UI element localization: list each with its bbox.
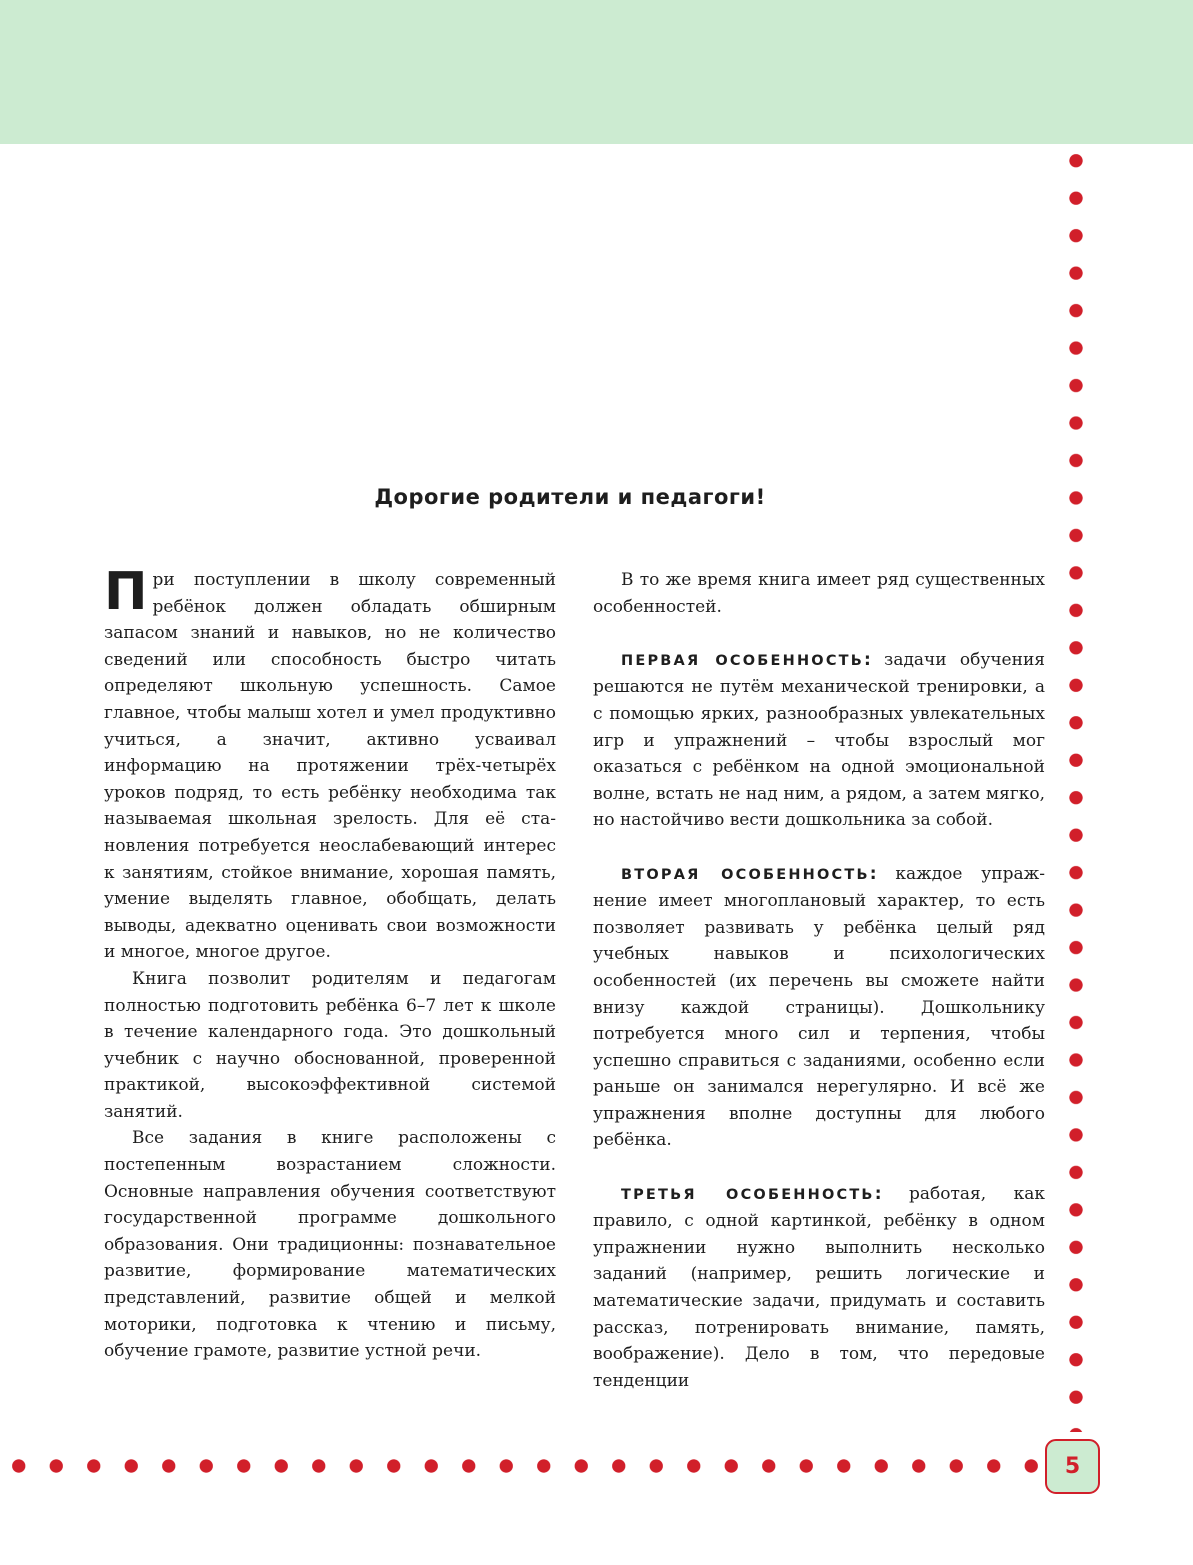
feature-1-label: ПЕРВАЯ ОСОБЕННОСТЬ (621, 652, 865, 669)
page-title: Дорогие родители и педагоги! (374, 485, 766, 509)
feature-1: ПЕРВАЯ ОСОБЕННОСТЬ: задачи обучения решаются не путём механической тренировки, а с помощью ярких, разнообразных увлекательных игр и упражнений – чтобы взрослый мог оказаться с ребёнком на одной эмоциональной волне, встать не над ним, а рядом, а затем мягко, но настойчиво вести дошкольника за собой. (593, 649, 1046, 831)
drop-cap: П (104, 562, 148, 622)
feature-3-text: работая, как правило, с одной картинкой, ребёнку в одном упражнении нужно выполнить несколько заданий (например, решить логические и математические задачи, придумать и составить рассказ, потренировать внимание, память, воображение). Дело в том, что передовые тенденции (593, 1183, 1045, 1391)
paragraph-intro (104, 562, 556, 966)
right-column (593, 567, 1045, 1394)
feature-1-text: задачи обучения решаются не путём механической тренировки, а с помощью ярких, разнообразных увлекательных игр и упражнений – чтобы взрослый мог оказаться с ребёнком на одной эмоциональной волне, встать не над ним, а рядом, а затем мягко, но настойчиво вести дошкольника за собой. (593, 649, 1046, 831)
feature-2-label: ВТОРАЯ ОСОБЕННОСТЬ (621, 866, 870, 883)
feature-2: ВТОРАЯ ОСОБЕННОСТЬ: каждое упражнение имеет многоплановый характер, то есть позволяет развивать у ребёнка целый ряд учебных навыков и психологических особенностей (их перечень вы сможете найти внизу каждой страницы). Дошкольнику потребуется много сил и терпения, чтобы успешно справиться с заданиями, особенно если раньше он занимался нерегулярно. И всё же упражнения вполне доступны для любого ребёнка. (593, 863, 1045, 1151)
dotted-border-bottom (0, 1458, 1038, 1474)
feature-3-label: ТРЕТЬЯ ОСОБЕННОСТЬ (621, 1186, 875, 1203)
paragraph-1-text: ри поступлении в школу современный ребёнок должен обладать обширным запасом знаний и навыков, но не количество сведений или способность быстро читать определяют школьную успешность. Самое главное, чтобы малыш хотел и умел продуктивно учиться, а значит, активно усваивал информацию на протяжении трёх-четырёх уроков подряд, то есть ребёнку необходима так называемая школьная зрелость. Для её становления потребуется неослабевающий интерес к занятиям, стойкое внимание, хорошая память, умение выделять главное, обобщать, делать выводы, адекватно оценивать свои возможности и многое, многое другое. (104, 570, 556, 963)
paragraph-features-intro: В то же время книга имеет ряд существенных особенностей. (593, 570, 1045, 617)
paragraph-2: Книга позволит родителям и педагогам полностью подготовить ребёнка 6–7 лет к школе в течение календарного года. Это дошкольный учебник с научно обоснованной, проверенной практикой, высокоэффективной системой занятий. (104, 968, 556, 1122)
feature-3: ТРЕТЬЯ ОСОБЕННОСТЬ: работая, как правило, с одной картинкой, ребёнку в одном упражнении нужно выполнить несколько заданий (например, решить логические и математические задачи, придумать и составить рассказ, потренировать внимание, память, воображение). Дело в том, что передовые тенденции (593, 1183, 1045, 1391)
page-number: 5 (1045, 1439, 1100, 1494)
left-column (104, 562, 556, 1365)
feature-2-text: каждое упражнение имеет многоплановый характер, то есть позволяет развивать у ребёнка целый ряд учебных навыков и психологических особенностей (их перечень вы сможете найти внизу каждой страницы). Дошкольнику потребуется много сил и терпения, чтобы успешно справиться с заданиями, особенно если раньше он занимался нерегулярно. И всё же упражнения вполне доступны для любого ребёнка. (593, 863, 1045, 1151)
header-band (0, 0, 1193, 144)
dotted-border-right (1068, 142, 1084, 1432)
paragraph-3: Все задания в книге расположены с постепенным возрастанием сложности. Основные направления обучения соответствуют государственной программе дошкольного образования. Они традиционны: познавательное развитие, формирование математических представлений, развитие общей и мелкой моторики, подготовка к чтению и письму, обучение грамоте, развитие устной речи. (104, 1128, 556, 1362)
